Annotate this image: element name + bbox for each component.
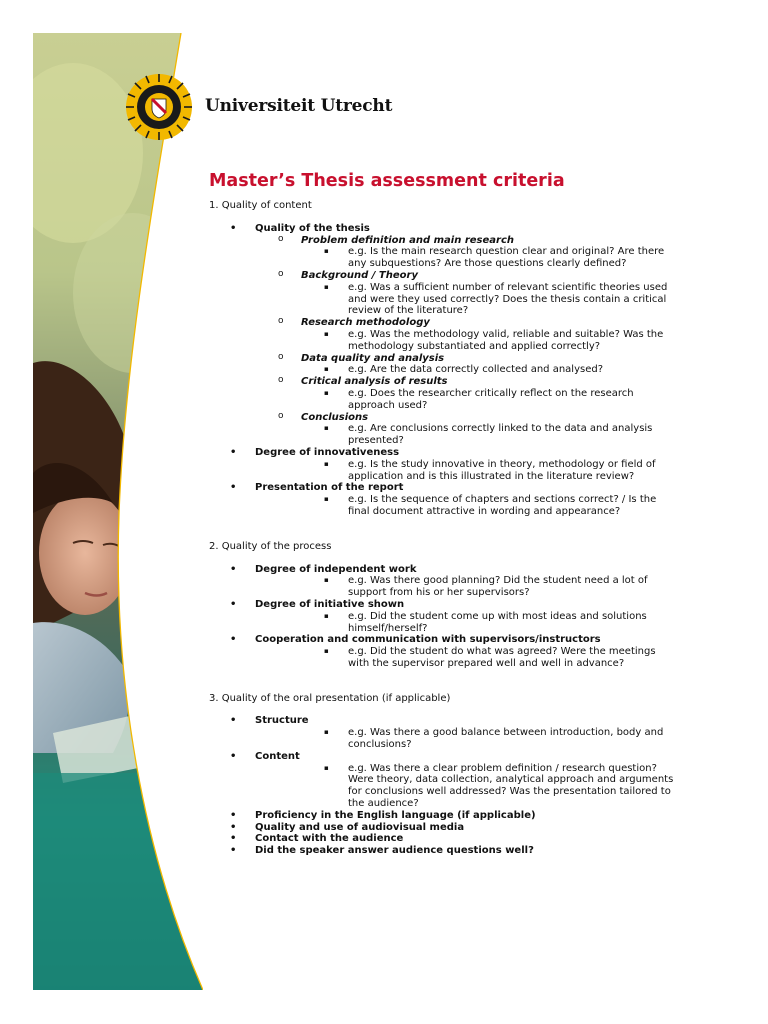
criterion-item: • Cooperation and communication with supervisors/instructors (209, 634, 679, 646)
criterion-item: • Degree of independent work (209, 564, 679, 576)
subcriterion-item: o Research methodology (209, 317, 679, 329)
section-heading: 1. Quality of content (209, 200, 312, 211)
criterion-item: • Proficiency in the English language (if applicable) (209, 810, 679, 822)
subcriterion-item: o Problem definition and main research (209, 235, 679, 247)
criterion-example: ▪ e.g. Are the data correctly collected and analysed? (209, 364, 679, 376)
university-name: Universiteit Utrecht (205, 96, 393, 116)
criterion-item: • Degree of innovativeness (209, 447, 679, 459)
criterion-example: ▪ e.g. Was there a good balance between introduction, body and conclusions? (209, 727, 679, 751)
criterion-example: ▪ e.g. Was a sufficient number of relevant scientific theories used and were they used correctly? Does the thesis contain a critical review of the literature? (209, 282, 679, 317)
criteria-list (209, 200, 679, 857)
subcriterion-item: o Background / Theory (209, 270, 679, 282)
criterion-item: • Presentation of the report (209, 482, 679, 494)
subcriterion-item: o Critical analysis of results (209, 376, 679, 388)
criterion-example: ▪ e.g. Is the sequence of chapters and sections correct? / Is the final document attractive in wording and appearance? (209, 494, 679, 518)
criterion-example: ▪ e.g. Are conclusions correctly linked to the data and analysis presented? (209, 423, 679, 447)
criterion-item: • Content (209, 751, 679, 763)
university-seal-icon (125, 73, 193, 141)
criterion-item: • Structure (209, 715, 679, 727)
subcriterion-item: o Conclusions (209, 412, 679, 424)
criterion-example: ▪ e.g. Was there good planning? Did the student need a lot of support from his or her supervisors? (209, 575, 679, 599)
criterion-example: ▪ e.g. Is the main research question clear and original? Are there any subquestions? Are those questions clearly defined? (209, 246, 679, 270)
cover-photo (33, 33, 203, 990)
criterion-example: ▪ e.g. Was there a clear problem definition / research question? Were theory, data collection, analytical approach and arguments for conclusions well addressed? Was the presentation tailored to the audience? (209, 763, 679, 810)
section-heading: 2. Quality of the process (209, 540, 332, 552)
criterion-item: • Quality and use of audiovisual media (209, 822, 679, 834)
criterion-example: ▪ e.g. Is the study innovative in theory, methodology or field of application and is this illustrated in the literature review? (209, 459, 679, 483)
criterion-example: ▪ e.g. Did the student come up with most ideas and solutions himself/herself? (209, 611, 679, 635)
criterion-item: • Did the speaker answer audience questions well? (209, 845, 679, 857)
criterion-example: ▪ e.g. Does the researcher critically reflect on the research approach used? (209, 388, 679, 412)
criterion-example: ▪ e.g. Did the student do what was agreed? Were the meetings with the supervisor prepared well and well in advance? (209, 646, 679, 670)
section-heading: 3. Quality of the oral presentation (if applicable) (209, 692, 451, 704)
criterion-example: ▪ e.g. Was the methodology valid, reliable and suitable? Was the methodology substantiated and applied correctly? (209, 329, 679, 353)
criterion-item: • Contact with the audience (209, 833, 679, 845)
criterion-item: • Degree of initiative shown (209, 599, 679, 611)
document-title: Master’s Thesis assessment criteria (209, 171, 565, 191)
subcriterion-item: o Data quality and analysis (209, 353, 679, 365)
criterion-item: • Quality of the thesis (209, 223, 679, 235)
